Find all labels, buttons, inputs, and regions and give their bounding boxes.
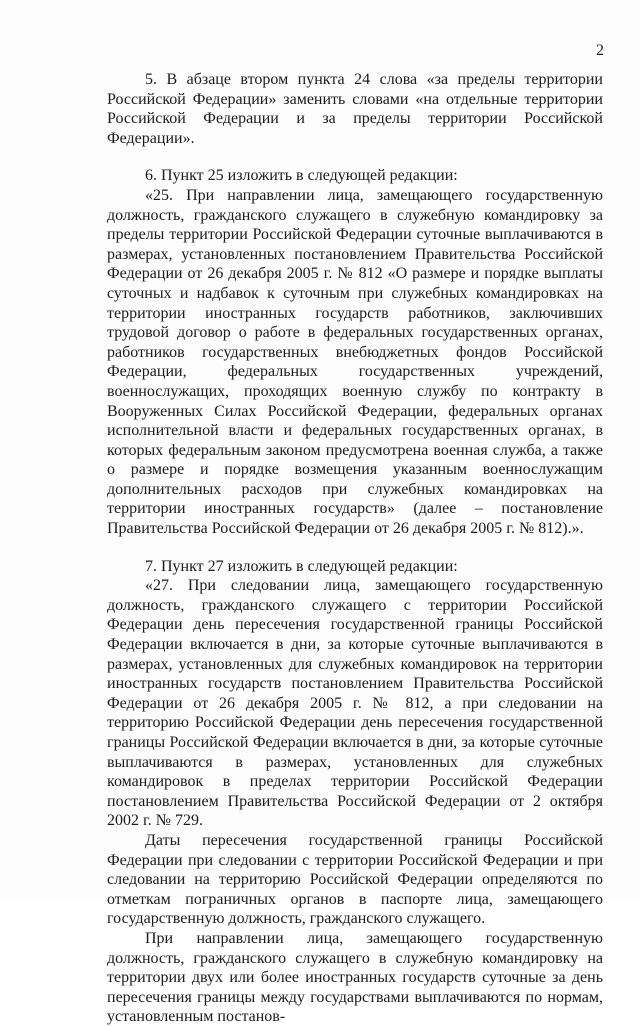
paragraph-spacer (107, 539, 603, 557)
paragraph-item-7-heading: 7. Пункт 27 изложить в следующей редакции: (145, 557, 458, 575)
paragraph-item-25-text: «25. При направлении лица, замещающего государственную должность, гражданского служащего в служебную командировку за пределы территории Российской Федерации суточные выплачиваются в размерах, установленных постановлением Правительства Российской Федерации от 26 декабря 2005 г. № 812 «О размере и порядке выплаты суточных и надбавок к суточным при служебных командировках на территории иностранных государств работников, заключивших трудовой договор о работе в федеральных государственных органах, работников государственных внебюджетных фондов Российской Федерации, федеральных государственных учреждений, военнослужащих, проходящих военную службу по контракту в Вооруженных Силах Российской Федерации, федеральных органах исполнительной власти и федеральных государственных органах, в которых федеральным законом предусмотрена военная служба, а также о размере и порядке возмещения указанным военнослужащим дополнительных расходов при служебных командировках на территории иностранных государств» (далее – постановление Правительства Российской Федерации от 26 декабря 2005 г. № 812).». (107, 186, 603, 538)
paragraph-item-6-heading: 6. Пункт 25 изложить в следующей редакции: (145, 167, 458, 185)
paragraph-item-27-text: «27. При следовании лица, замещающего государственную должность, гражданского служащего с территории Российской Федерации день пересечения государственной границы Российской Федерации включается в дни, за которые суточные выплачиваются в размерах, установленных для служебных командировок на территории иностранных государств постановлением Правительства Российской Федерации от 26 декабря 2005 г. № 812, а при следовании на территорию Российской Федерации день пересечения государственной границы Российской Федерации включается в дни, за которые суточные выплачиваются в размерах, установленных для служебных командировок в пределах территории Российской Федерации постановлением Правительства Российской Федерации от 2 октября 2002 г. № 729. (107, 577, 603, 830)
paragraph-item-5: 5. В абзаце втором пункта 24 слова «за пределы территории Российской Федерации» заменить словами «на отдельные территории Российской Федерации и за пределы территории Российской Федерации». (107, 71, 603, 147)
paragraph-border-dates: Даты пересечения государственной границы Российской Федерации при следовании с территории Российской Федерации и при следовании на территорию Российской Федерации определяются по отметкам пограничных органов в паспорте лица, замещающего государственную должность, гражданского служащего. (107, 831, 603, 928)
paragraph-multiple-states: При направлении лица, замещающего государственную должность, гражданского служащего в служебную командировку на территории двух или более иностранных государств суточные за день пересечения границы между государствами выплачиваются по нормам, установленным постанов- (107, 929, 603, 1026)
page-number: 2 (596, 42, 604, 59)
paragraph-spacer (107, 148, 603, 166)
document-body (107, 70, 603, 1027)
